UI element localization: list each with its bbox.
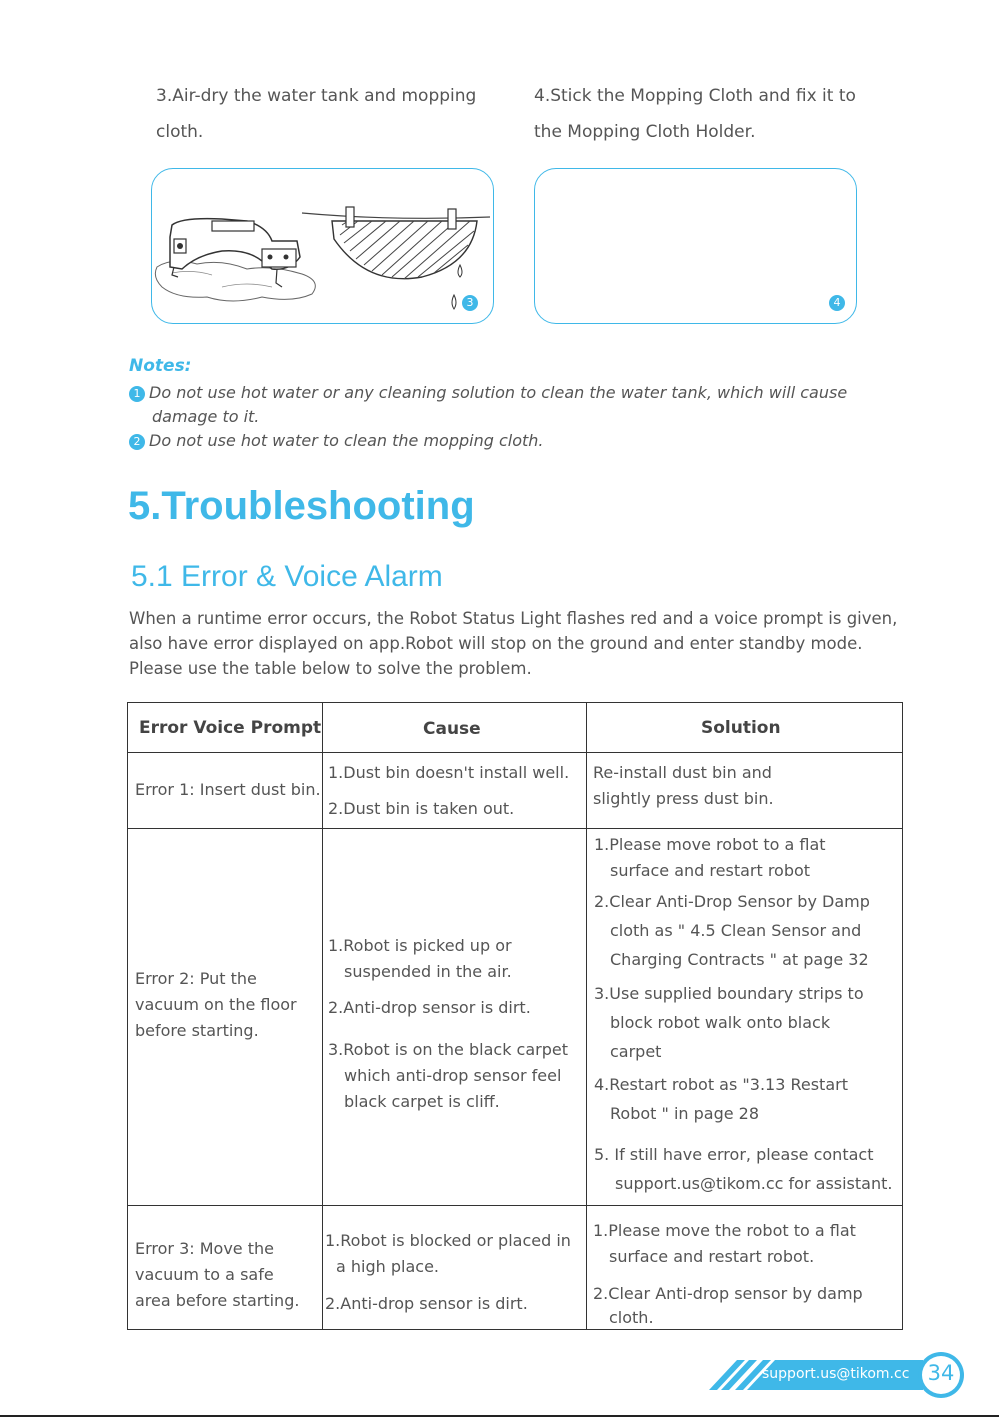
note-1-line2: damage to it. xyxy=(152,407,260,426)
step3-badge: 3 xyxy=(462,295,478,311)
note-1 xyxy=(129,381,847,405)
row3-prompt-3: area before starting. xyxy=(135,1291,300,1310)
row2-solution-9: 4.Restart robot as "3.13 Restart xyxy=(594,1075,848,1094)
step4-badge: 4 xyxy=(829,295,845,311)
header-solution: Solution xyxy=(701,718,781,738)
row2-prompt-1: Error 2: Put the xyxy=(135,969,257,988)
row3-cause-3: 2.Anti-drop sensor is dirt. xyxy=(325,1294,528,1313)
row2-solution-6: 3.Use supplied boundary strips to xyxy=(594,984,864,1003)
row2-solution-7: block robot walk onto black xyxy=(610,1013,831,1032)
intro-line-1: When a runtime error occurs, the Robot Status Light flashes red and a voice prompt is given, xyxy=(129,609,898,628)
row1-prompt: Error 1: Insert dust bin. xyxy=(135,780,321,799)
note-1-number: 1 xyxy=(129,386,145,402)
section-title: 5.Troubleshooting xyxy=(128,484,475,528)
row1-cause-1: 1.Dust bin doesn't install well. xyxy=(328,763,570,782)
intro-line-3: Please use the table below to solve the problem. xyxy=(129,659,532,678)
row2-cause-4: 3.Robot is on the black carpet xyxy=(328,1040,568,1059)
row1-solution-1: Re-install dust bin and xyxy=(593,763,772,782)
row3-solution-4: cloth. xyxy=(609,1308,654,1327)
row2-solution-5: Charging Contracts " at page 32 xyxy=(610,950,869,969)
row2-solution-1: 1.Please move robot to a flat xyxy=(594,835,826,854)
step4-caption-line1: 4.Stick the Mopping Cloth and fix it to xyxy=(534,86,856,106)
row3-solution-1: 1.Please move the robot to a flat xyxy=(593,1221,856,1240)
note-1-line1: Do not use hot water or any cleaning solution to clean the water tank, which will cause xyxy=(149,383,848,402)
row3-solution-3: 2.Clear Anti-drop sensor by damp xyxy=(593,1284,863,1303)
row2-cause-3: 2.Anti-drop sensor is dirt. xyxy=(328,998,531,1017)
section-subtitle: 5.1 Error & Voice Alarm xyxy=(131,560,443,593)
row2-cause-5: which anti-drop sensor feel xyxy=(344,1066,562,1085)
row3-solution-2: surface and restart robot. xyxy=(609,1247,815,1266)
step3-caption-line1: 3.Air-dry the water tank and mopping xyxy=(156,86,477,106)
row3-prompt-2: vacuum to a safe xyxy=(135,1265,274,1284)
page-number: 34 xyxy=(927,1361,955,1385)
step3-illustration-panel xyxy=(151,168,494,324)
note-2 xyxy=(129,429,544,453)
row2-solution-8: carpet xyxy=(610,1042,662,1061)
row1-cause-2: 2.Dust bin is taken out. xyxy=(328,799,515,818)
row3-cause-2: a high place. xyxy=(336,1257,439,1276)
row2-solution-11: 5. If still have error, please contact xyxy=(594,1145,874,1164)
note-2-number: 2 xyxy=(129,434,145,450)
row2-cause-6: black carpet is cliff. xyxy=(344,1092,500,1111)
notes-title: Notes: xyxy=(129,356,192,376)
row3-cause-1: 1.Robot is blocked or placed in xyxy=(325,1231,571,1250)
row2-prompt-2: vacuum on the floor xyxy=(135,995,297,1014)
row2-solution-4: cloth as " 4.5 Clean Sensor and xyxy=(610,921,862,940)
row2-solution-2: surface and restart robot xyxy=(610,861,811,880)
step3-caption-line2: cloth. xyxy=(156,122,204,142)
row2-prompt-3: before starting. xyxy=(135,1021,259,1040)
row2-solution-10: Robot " in page 28 xyxy=(610,1104,760,1123)
row1-solution-2: slightly press dust bin. xyxy=(593,789,774,808)
header-cause: Cause xyxy=(423,719,481,739)
step4-illustration-panel xyxy=(534,168,857,324)
step4-caption-line2: the Mopping Cloth Holder. xyxy=(534,122,756,142)
row2-cause-1: 1.Robot is picked up or xyxy=(328,936,512,955)
row2-solution-12: support.us@tikom.cc for assistant. xyxy=(615,1174,893,1193)
page-edge-line xyxy=(0,1415,999,1417)
note-2-line1: Do not use hot water to clean the mopping cloth. xyxy=(149,431,544,450)
row2-solution-3: 2.Clear Anti-Drop Sensor by Damp xyxy=(594,892,870,911)
row2-cause-2: suspended in the air. xyxy=(344,962,512,981)
footer-email: support.us@tikom.cc xyxy=(762,1366,910,1382)
intro-line-2: also have error displayed on app.Robot will stop on the ground and enter standby mode. xyxy=(129,634,863,653)
row3-prompt-1: Error 3: Move the xyxy=(135,1239,274,1258)
air-dry-illustration xyxy=(152,169,493,323)
header-error-voice-prompt: Error Voice Prompt xyxy=(139,718,322,738)
